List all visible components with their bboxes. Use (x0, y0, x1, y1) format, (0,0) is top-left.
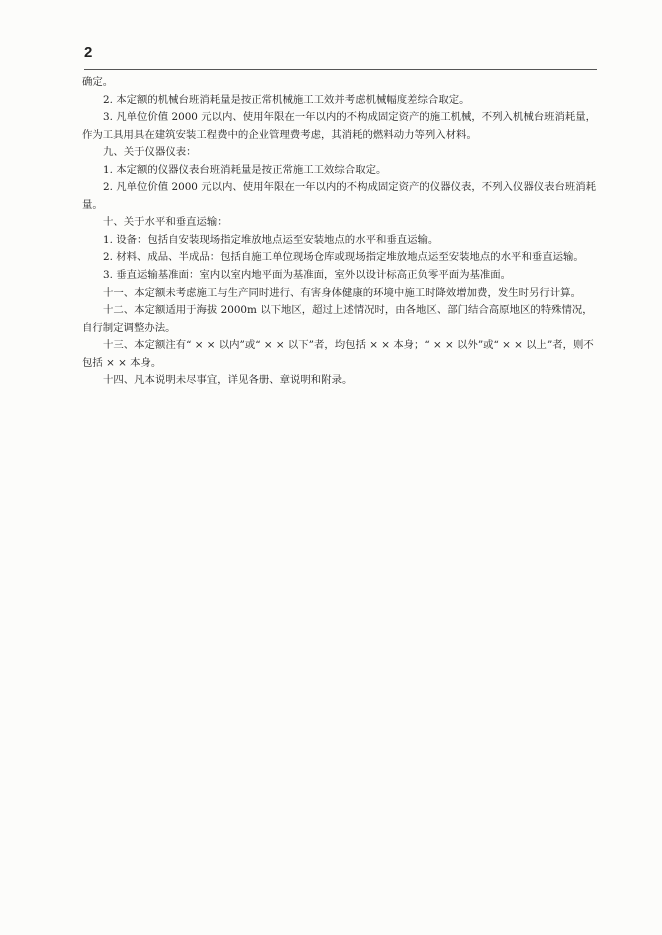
paragraph: 十四、凡本说明未尽事宜，详见各册、章说明和附录。 (103, 374, 353, 387)
paragraph: 1. 设备：包括自安装现场指定堆放地点运至安装地点的水平和垂直运输。 (103, 233, 439, 246)
body-text (82, 74, 600, 390)
paragraph: 2. 材料、成品、半成品：包括自施工单位现场仓库或现场指定堆放地点运至安装地点的水平和垂直运输。 (103, 251, 584, 264)
paragraph: 3. 垂直运输基准面：室内以室内地平面为基准面，室外以设计标高正负零平面为基准面。 (103, 269, 512, 282)
paragraph: 十二、本定额适用于海拔 2000m 以下地区，超过上述情况时，由各地区、部门结合高原地区的特殊情况，自行制定调整办法。 (82, 304, 593, 334)
paragraph: 3. 凡单位价值 2000 元以内、使用年限在一年以内的不构成固定资产的施工机械，不列入机械台班消耗量，作为工具用具在建筑安装工程费中的企业管理费考虑，其消耗的燃料动力等列入材料。 (82, 111, 597, 141)
paragraph-continuation: 确定。 (82, 76, 114, 88)
paragraph: 十一、本定额未考虑施工与生产同时进行、有害身体健康的环境中施工时降效增加费，发生时另行计算。 (103, 286, 581, 299)
header-rule (84, 69, 597, 70)
paragraph: 1. 本定额的仪器仪表台班消耗量是按正常施工工效综合取定。 (103, 163, 387, 176)
paragraph: 2. 凡单位价值 2000 元以内、使用年限在一年以内的不构成固定资产的仪器仪表，不列入仪器仪表台班消耗量。 (82, 181, 597, 211)
section-heading: 十、关于水平和垂直运输： (103, 216, 228, 229)
paragraph: 十三、本定额注有“ × × 以内”或“ × × 以下”者，均包括 × × 本身；“ × × 以外”或“ × × 以上”者，则不包括 × × 本身。 (82, 339, 594, 369)
section-heading: 九、关于仪器仪表： (103, 146, 197, 159)
page-number: 2 (84, 44, 93, 61)
paragraph: 2. 本定额的机械台班消耗量是按正常机械施工工效并考虑机械幅度差综合取定。 (103, 93, 470, 106)
